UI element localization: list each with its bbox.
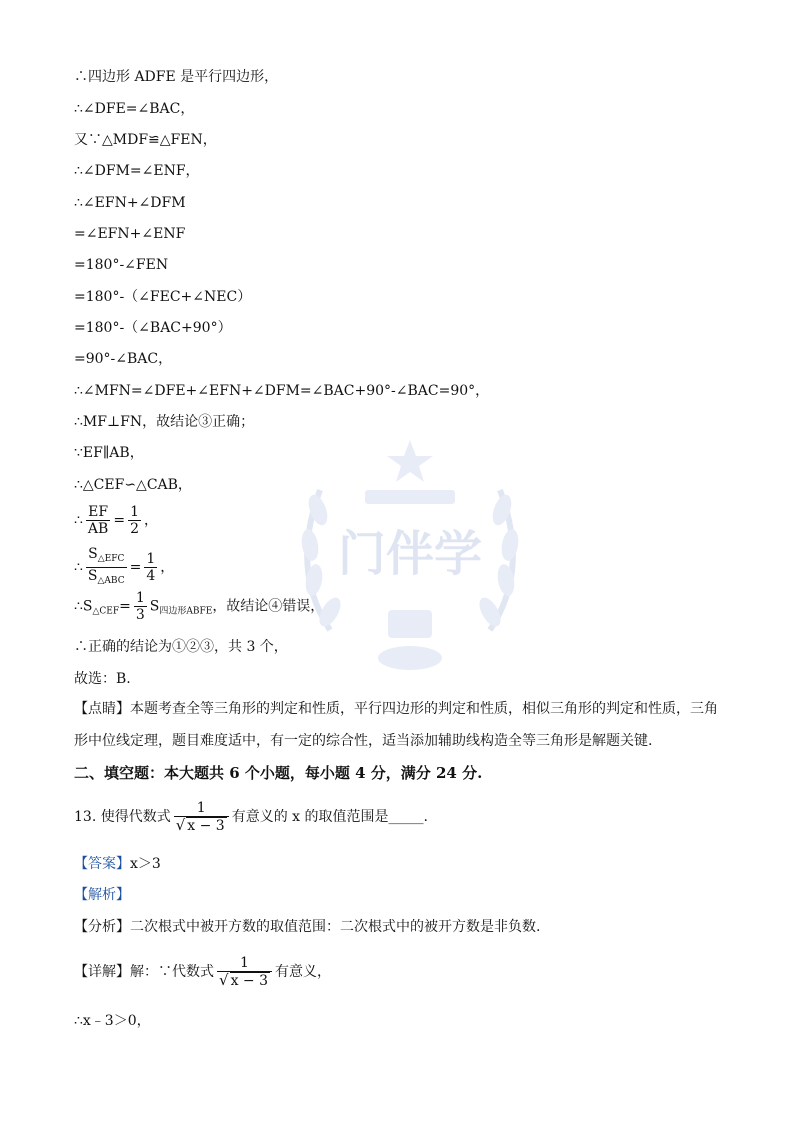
svg-text:门伴学: 门伴学 (337, 526, 483, 582)
comment-line-1: 【点睛】本题考查全等三角形的判定和性质，平行四边形的判定和性质，相似三角形的判定和性质，三角 (74, 701, 718, 717)
line-6: =∠EFN+∠ENF (74, 226, 186, 242)
answer-line: 【答案】x＞3 (74, 856, 161, 872)
question-13: 13. 使得代数式 $\frac{1}{√ x - 3}$ 有意义的 x 的取值范围是_____. (74, 800, 428, 834)
analysis-line: 【解析】 (74, 887, 130, 903)
fraction-line-2: ∴ $\frac{S_{\triangle EFC}}{S_{\triangle ABC}}$ = $\frac{1}{4}$ ， (74, 546, 174, 589)
line-2: ∴∠DFE=∠BAC， (74, 101, 195, 117)
line-9: =180°-（∠BAC+90°） (74, 320, 232, 336)
watermark-logo (270, 430, 550, 690)
line-13: ∵EF∥AB， (74, 445, 144, 461)
line-11: ∴∠MFN=∠DFE+∠EFN+∠DFM=∠BAC+90°-∠BAC=90°， (74, 383, 490, 399)
comment-line-2: 形中位线定理，题目难度适中，有一定的综合性，适当添加辅助线构造全等三角形是解题关键. (74, 733, 653, 749)
fenxi-line: 【分析】二次根式中被开方数的取值范围：二次根式中的被开方数是非负数. (74, 919, 541, 935)
fraction-line-1: ∴ $\frac{EF}{AB}$ = $\frac{1}{2}$ ， (74, 504, 158, 537)
line-4: ∴∠DFM=∠ENF， (74, 163, 200, 179)
conclusion-line: ∴正确的结论为①②③，共 3 个， (74, 639, 288, 655)
line-7: =180°-∠FEN (74, 257, 169, 273)
fraction-line-3: $\therefore S_{\triangle CEF}=$ $\frac{1}{3}$ $S_{四边形ABFE}$，故结论④错误， (74, 590, 325, 623)
section-heading: 二、填空题：本大题共 6 个小题，每小题 4 分，满分 24 分. (74, 764, 483, 782)
detail-line: 【详解】解：∵代数式 $\frac{1}{√ x - 3}$ 有意义， (74, 955, 331, 989)
line-14: ∴△CEF∽△CAB， (74, 477, 192, 493)
line-10: =90°-∠BAC， (74, 351, 173, 367)
choice-line: 故选：B. (74, 671, 131, 687)
line-5: ∴∠EFN+∠DFM (74, 195, 186, 211)
line-8: =180°-（∠FEC+∠NEC） (74, 289, 252, 305)
line-1: ∴四边形 ADFE 是平行四边形， (74, 69, 279, 85)
line-3: 又∵△MDF≌△FEN， (74, 132, 217, 148)
line-12: ∴MF⊥FN，故结论③正确； (74, 414, 255, 430)
last-line: ∴x﹣3＞0， (74, 1013, 151, 1029)
